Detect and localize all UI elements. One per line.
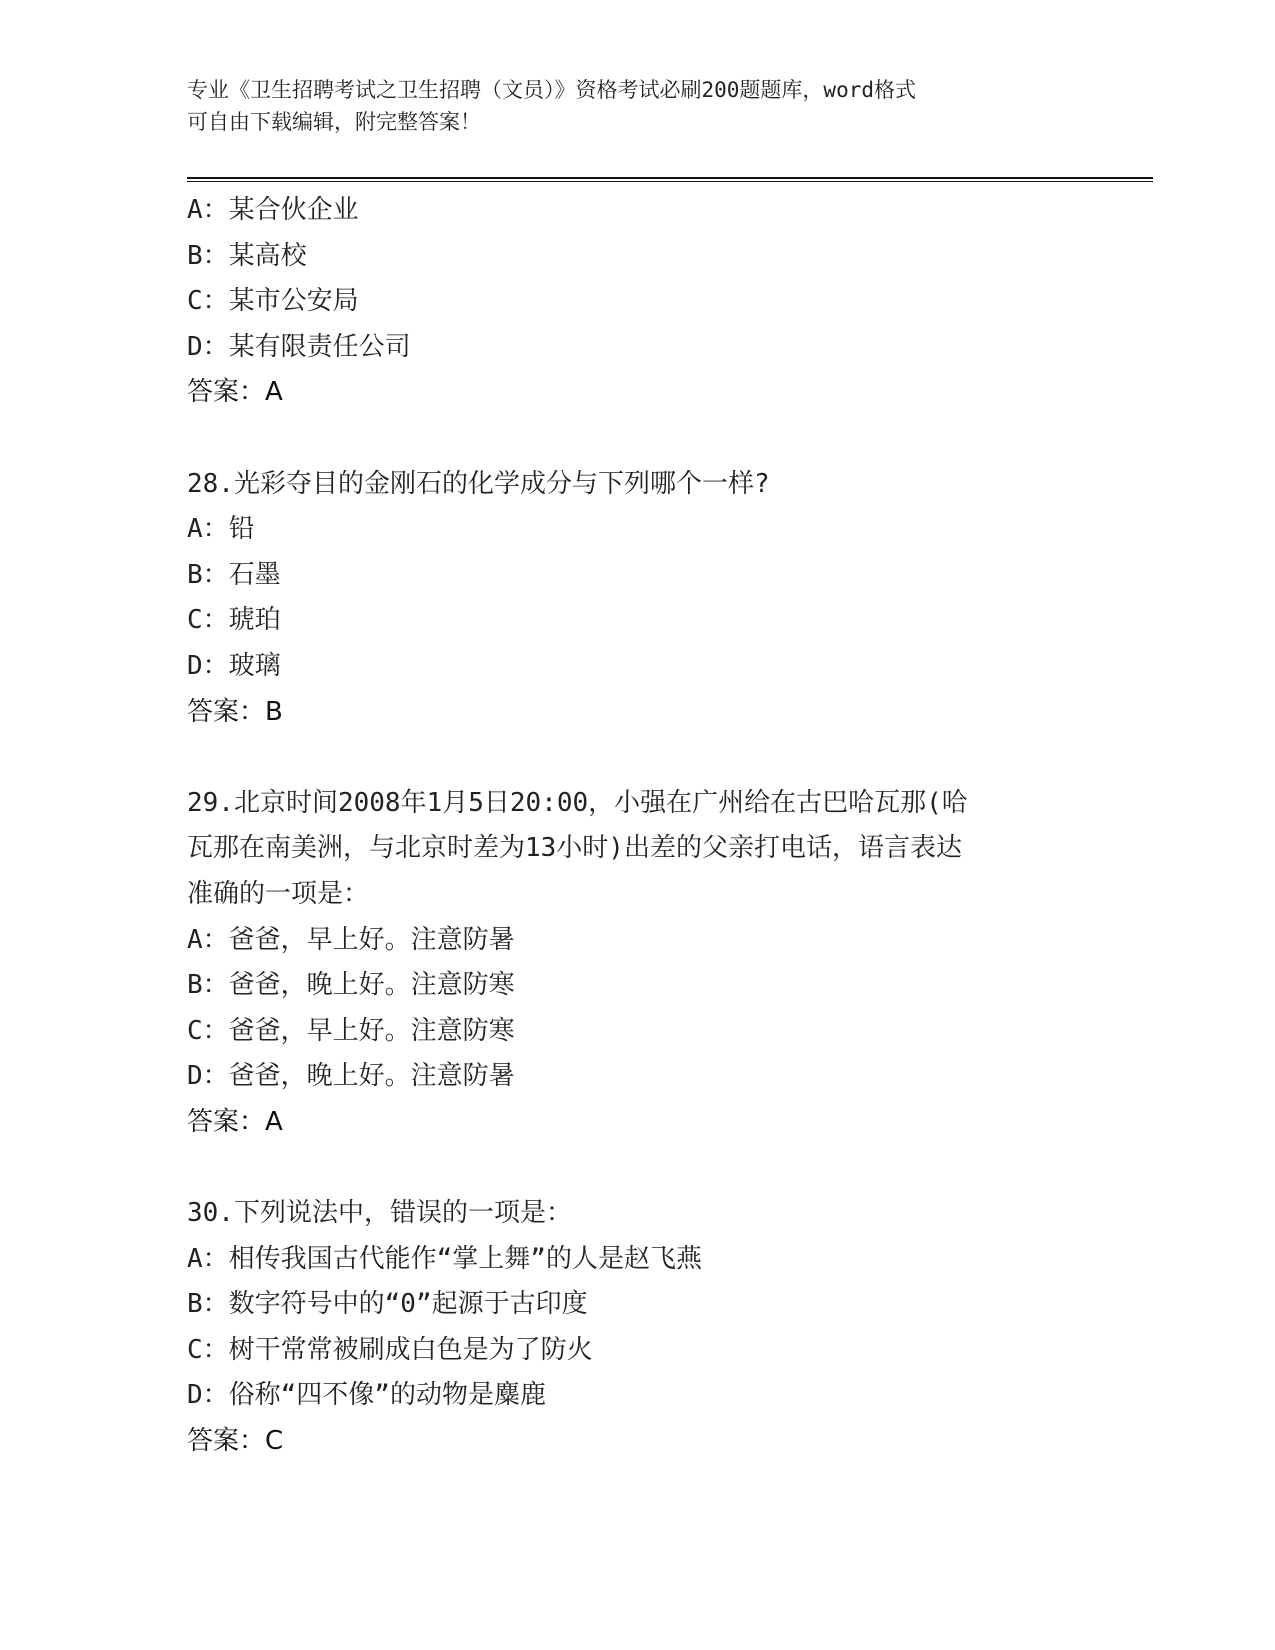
spacer <box>187 1145 1107 1191</box>
question-text-line-2: 瓦那在南美洲，与北京时差为13小时)出差的父亲打电话，语言表达 <box>187 833 962 864</box>
question-text: 28.光彩夺目的金刚石的化学成分与下列哪个一样? <box>187 468 770 499</box>
option-c: C：某市公安局 <box>187 286 359 317</box>
header-line-1: 专业《卫生招聘考试之卫生招聘（文员）》资格考试必刷200题题库，word格式 <box>187 78 916 102</box>
header-divider-thin <box>187 181 1153 182</box>
option-b: B：石墨 <box>187 559 281 590</box>
header-divider <box>187 177 1153 179</box>
answer-line: 答案：A <box>187 377 283 408</box>
option-c: C：琥珀 <box>187 605 281 636</box>
question-text: 30.下列说法中，错误的一项是： <box>187 1198 572 1229</box>
option-a: A：铅 <box>187 514 255 545</box>
option-b: B：某高校 <box>187 240 307 271</box>
option-b: B：爸爸，晚上好。注意防寒 <box>187 970 515 1001</box>
option-c: C：树干常常被刷成白色是为了防火 <box>187 1334 593 1365</box>
spacer <box>187 735 1107 781</box>
option-d: D：某有限责任公司 <box>187 331 411 362</box>
question-text-line-1: 29.北京时间2008年1月5日20:00，小强在广州给在古巴哈瓦那(哈 <box>187 787 968 818</box>
option-a: A：某合伙企业 <box>187 195 359 225</box>
document-header <box>187 74 1067 138</box>
option-d: D：爸爸，晚上好。注意防暑 <box>187 1061 515 1092</box>
option-a: A：相传我国古代能作“掌上舞”的人是赵飞燕 <box>187 1243 702 1274</box>
question-30 <box>187 1191 1107 1465</box>
option-c: C：爸爸，早上好。注意防寒 <box>187 1015 515 1046</box>
option-b: B：数字符号中的“0”起源于古印度 <box>187 1289 588 1320</box>
question-list <box>187 188 1107 1465</box>
option-d: D：玻璃 <box>187 650 281 681</box>
answer-line: 答案：B <box>187 696 283 727</box>
question-27 <box>187 188 1107 416</box>
question-29 <box>187 781 1107 1146</box>
header-line-2: 可自由下载编辑，附完整答案！ <box>187 110 481 134</box>
question-28 <box>187 462 1107 736</box>
answer-line: 答案：C <box>187 1426 284 1457</box>
spacer <box>187 416 1107 462</box>
option-a: A：爸爸，早上好。注意防暑 <box>187 924 515 955</box>
question-text-line-3: 准确的一项是： <box>187 878 370 909</box>
answer-line: 答案：A <box>187 1106 283 1137</box>
option-d: D：俗称“四不像”的动物是麋鹿 <box>187 1380 546 1411</box>
